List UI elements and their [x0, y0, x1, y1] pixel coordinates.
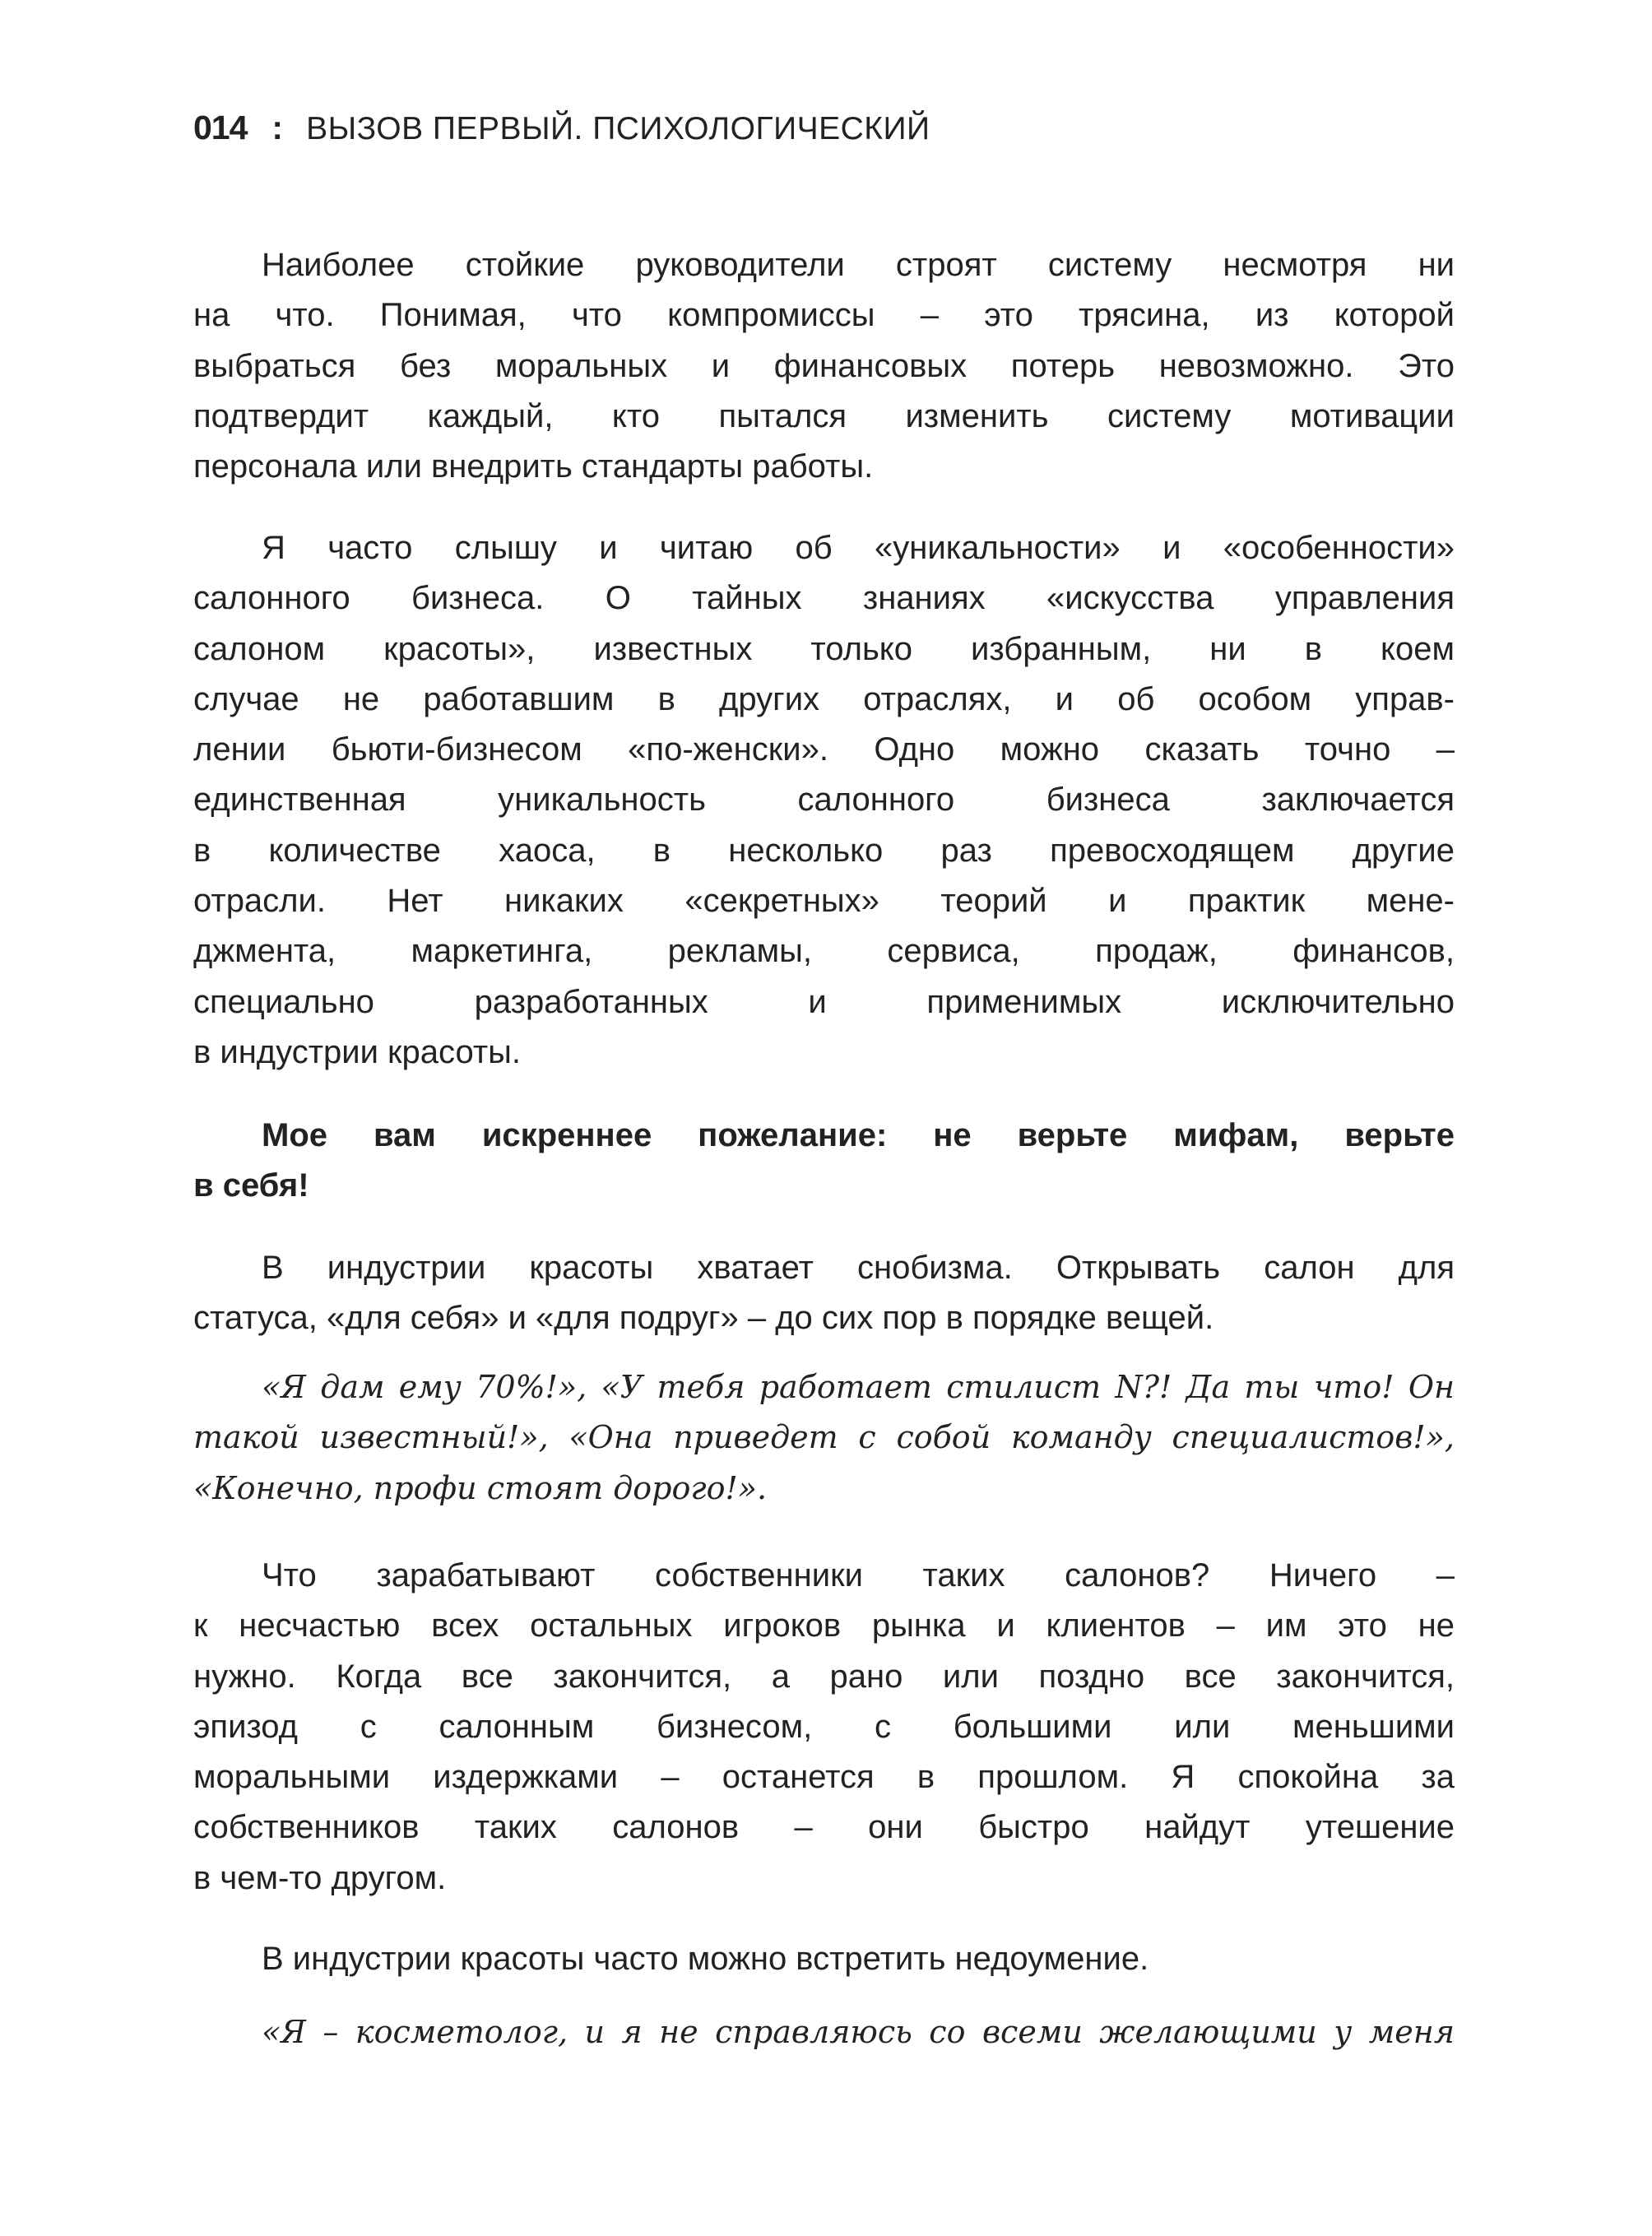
text-line: такой известный!», «Она приведет с собой команду специалистов!», [193, 1419, 1455, 1456]
text-line: в индустрии красоты. [193, 1033, 522, 1070]
paragraph-5 [193, 1934, 1455, 1984]
text-line: в количестве хаоса, в несколько раз превосходящем другие [193, 832, 1455, 869]
header-separator: : [271, 109, 284, 146]
chapter-title: ВЫЗОВ ПЕРВЫЙ. ПСИХОЛОГИЧЕСКИЙ [306, 111, 930, 146]
text-line: единственная уникальность салонного бизнеса заключается [193, 782, 1455, 819]
paragraph-3 [193, 1243, 1455, 1344]
text-line: в чем-то другом. [193, 1859, 447, 1896]
text-line: «Я – косметолог, и я не справляюсь со всеми желающими у меня [262, 2014, 1455, 2050]
text-line: к несчастью всех остальных игроков рынка и клиентов – им это не [193, 1607, 1455, 1645]
bold-statement [193, 1111, 1455, 1212]
text-line: Что зарабатывают собственники таких салонов? Ничего – [262, 1557, 1455, 1593]
text-line: салонного бизнеса. О тайных знаниях «искусства управления [193, 580, 1455, 617]
paragraph-4 [193, 1551, 1455, 1904]
text-line: Мое вам искреннее пожелание: не верьте мифам, верьте [262, 1117, 1455, 1153]
text-line: Я часто слышу и читаю об «уникальности» и «особенности» [262, 530, 1455, 566]
text-line: «Я дам ему 70%!», «У тебя работает стилист N?! Да ты что! Он [262, 1369, 1455, 1405]
text-line: нужно. Когда все закончится, а рано или поздно все закончится, [193, 1658, 1455, 1695]
text-line: лении бьюти-бизнесом «по-женски». Одно можно сказать точно – [193, 731, 1455, 768]
text-line: эпизод с салонным бизнесом, с большими или меньшими [193, 1708, 1455, 1745]
text-line: выбраться без моральных и финансовых потерь невозможно. Это [193, 347, 1455, 384]
text-line: статуса, «для себя» и «для подруг» – до сих пор в порядке вещей. [193, 1300, 1214, 1337]
paragraph-1 [193, 240, 1455, 492]
paragraph-2 [193, 523, 1455, 1078]
text-line: «Конечно, профи стоят дорого!». [193, 1469, 768, 1506]
text-line: отрасли. Нет никаких «секретных» теорий и практик мене- [193, 883, 1455, 920]
text-line: Наиболее стойкие руководители строят систему несмотря ни [262, 247, 1455, 283]
text-line: подтвердит каждый, кто пытался изменить систему мотивации [193, 397, 1455, 434]
text-line: на что. Понимая, что компромиссы – это трясина, из которой [193, 297, 1455, 334]
text-line: в себя! [193, 1167, 309, 1204]
text-line: персонала или внедрить стандарты работы. [193, 448, 874, 485]
page-number: 014 [193, 109, 248, 146]
text-line: моральными издержками – останется в прошлом. Я спокойна за [193, 1759, 1455, 1796]
text-line: салоном красоты», известных только избранным, ни в коем [193, 630, 1455, 667]
text-line: собственников таких салонов – они быстро найдут утешение [193, 1809, 1455, 1846]
text-line: В индустрии красоты хватает снобизма. Открывать салон для [262, 1250, 1455, 1286]
text-line: джмента, маркетинга, рекламы, сервиса, продаж, финансов, [193, 933, 1455, 970]
text-line: случае не работавшим в других отраслях, и об особом управ- [193, 680, 1455, 717]
text-line: В индустрии красоты часто можно встретить недоумение. [262, 1941, 1149, 1977]
quote-paragraph-1 [193, 1362, 1455, 1514]
quote-paragraph-2 [193, 2007, 1455, 2057]
running-header [193, 109, 930, 158]
text-line: специально разработанных и применимых исключительно [193, 983, 1455, 1020]
